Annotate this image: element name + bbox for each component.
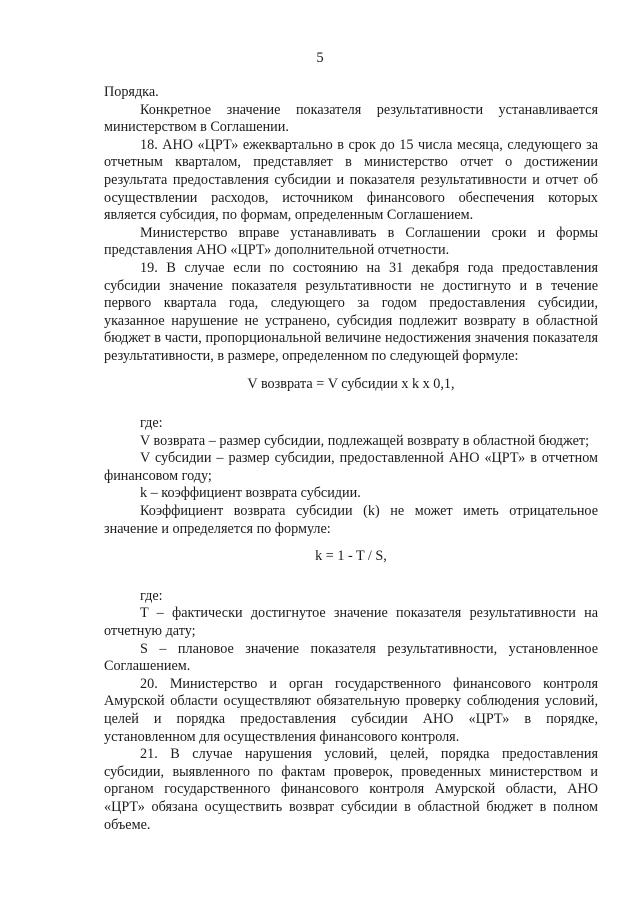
paragraph: Коэффициент возврата субсидии (k) не может иметь отрицательное значение и определяется по формуле:: [104, 503, 598, 537]
paragraph-19: 19. В случае если по состоянию на 31 декабря года предоставления субсидии значение показателя результативности не достигнуто и в течение первого квартала года, следующего за годом предоставления субсидии, указанное нарушение не устранено, субсидия подлежит возврату в областной бюджет в части, пропорциональной величине недостижения значения показателя результативности, в размере, определенном по следующей формуле:: [104, 259, 598, 364]
paragraph-18: 18. АНО «ЦРТ» ежеквартально в срок до 15 числа месяца, следующего за отчетным кварталом, представляет в министерство отчет о достижении результата предоставления субсидии и показателя результативности и отчет об осуществлении расходов, источником финансового обеспечения которых является субсидия, по формам, определенным Соглашением.: [104, 136, 598, 224]
definition-t: T – фактически достигнутое значение показателя результативности на отчетную дату;: [104, 605, 598, 640]
page-number: 5: [316, 50, 324, 66]
paragraph: Министерство вправе устанавливать в Соглашении сроки и формы представления АНО «ЦРТ» дополнительной отчетности.: [104, 224, 598, 259]
paragraph-21: 21. В случае нарушения условий, целей, порядка предоставления субсидии, выявленного по фактам проверок, проведенных министерством и органом государственного финансового контроля Амурской области, АНО «ЦРТ» обязана осуществить возврат субсидии в областной бюджет в полном объеме.: [104, 746, 598, 833]
where-label: где:: [140, 587, 163, 604]
definition-s: S – плановое значение показателя результативности, установленное Соглашением.: [104, 640, 598, 675]
definition-v-subsidy: V субсидии – размер субсидии, предоставленной АНО «ЦРТ» в отчетном финансовом году;: [104, 450, 598, 484]
paragraph: Конкретное значение показателя результативности устанавливается министерством в Соглашении.: [104, 101, 598, 136]
paragraph-continuation: Порядка.: [104, 84, 159, 100]
definition-k: k – коэффициент возврата субсидии.: [140, 485, 361, 502]
formula-coefficient: k = 1 - T / S,: [315, 548, 387, 565]
document-body: [104, 84, 598, 834]
formula-return-amount: V возврата = V субсидии x k x 0,1,: [247, 375, 455, 392]
definition-v-return: V возврата – размер субсидии, подлежащей возврату в областной бюджет;: [140, 432, 590, 449]
paragraph-20: 20. Министерство и орган государственного финансового контроля Амурской области осуществляют обязательную проверку соблюдения условий, целей и порядка предоставления субсидии АНО «ЦРТ» в порядке, установленном для осуществления финансового контроля.: [104, 675, 598, 745]
where-label: где:: [140, 415, 163, 432]
